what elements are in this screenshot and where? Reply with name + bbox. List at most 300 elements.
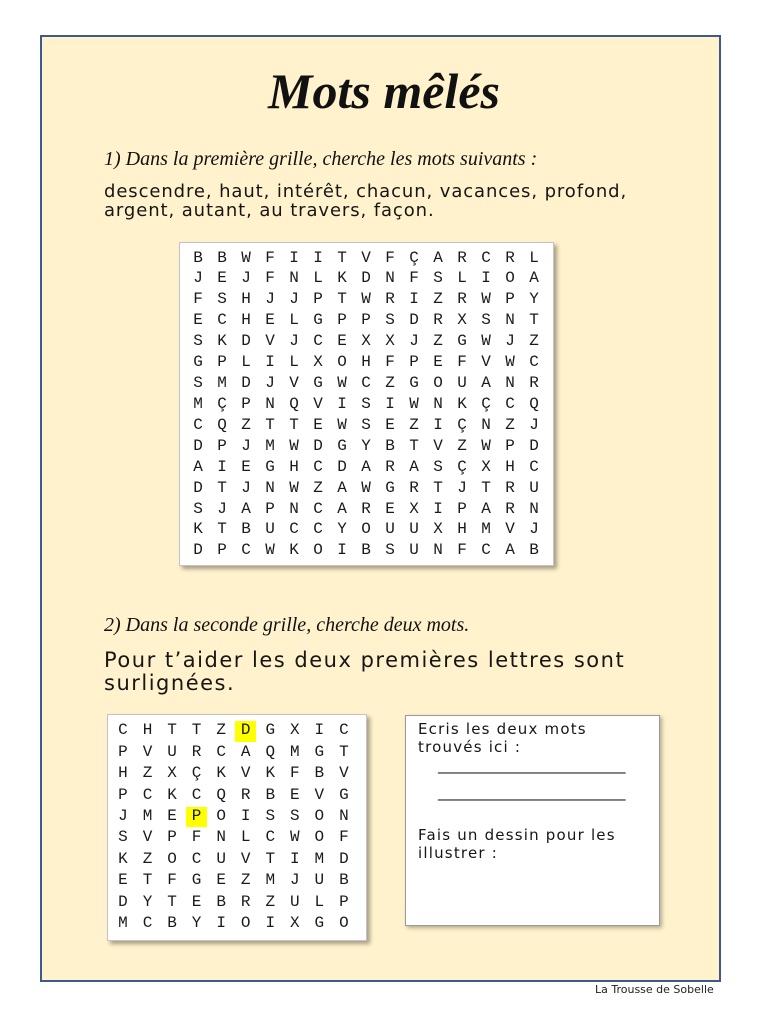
- worksheet-frame: [40, 35, 721, 982]
- grid1-letter: E: [385, 415, 395, 434]
- grid1-letter: W: [337, 374, 347, 393]
- grid1-letter: W: [481, 332, 491, 351]
- answer-line-2: _________________________: [438, 783, 626, 801]
- grid1-row: [186, 268, 546, 289]
- grid2-row: [111, 827, 356, 848]
- grid1-letter: L: [313, 269, 323, 288]
- grid2-letter: F: [167, 871, 177, 890]
- grid1-letter: M: [265, 436, 275, 455]
- grid2-letter: I: [289, 849, 300, 868]
- grid2-letter: T: [142, 871, 153, 890]
- grid1-letter: R: [385, 290, 395, 309]
- grid1-letter: J: [217, 499, 227, 518]
- grid1-letter: C: [241, 541, 251, 560]
- grid1-letter: C: [193, 415, 203, 434]
- grid2-letter: A: [240, 742, 251, 761]
- grid1-letter: J: [241, 478, 251, 497]
- grid2-letter: C: [191, 849, 202, 868]
- grid2-letter: O: [314, 807, 325, 826]
- grid1-letter: Z: [433, 290, 443, 309]
- grid1-letter: E: [193, 311, 203, 330]
- grid1-letter: V: [481, 353, 491, 372]
- grid1-letter: L: [289, 311, 299, 330]
- grid1-letter: A: [361, 457, 371, 476]
- grid1-row: [186, 373, 546, 394]
- grid1-letter: F: [265, 269, 275, 288]
- grid1-letter: L: [241, 353, 251, 372]
- grid1-letter: J: [289, 332, 299, 351]
- grid1-letter: F: [385, 353, 395, 372]
- grid2-letter: F: [191, 828, 202, 847]
- grid1-letter: W: [265, 541, 275, 560]
- grid1-row: [186, 331, 546, 352]
- grid2-letter: O: [216, 807, 226, 826]
- grid1-letter: T: [481, 478, 491, 497]
- grid1-letter: T: [289, 415, 299, 434]
- grid2-letter: O: [314, 828, 325, 847]
- grid2-letter: B: [265, 785, 276, 804]
- drawing-prompt-line: illustrer :: [418, 844, 498, 862]
- grid1-letter: A: [193, 457, 203, 476]
- grid1-letter: J: [457, 478, 467, 497]
- grid1-row: [186, 289, 546, 310]
- grid1-letter: Z: [433, 332, 443, 351]
- grid1-letter: I: [433, 499, 443, 518]
- grid2-letter: Y: [191, 914, 202, 933]
- grid2-letter: X: [289, 914, 300, 933]
- grid2-letter: B: [339, 871, 349, 890]
- grid2-letter: G: [339, 785, 349, 804]
- grid2-letter: L: [240, 828, 251, 847]
- grid2-letter: M: [289, 742, 300, 761]
- grid1-letter: Ç: [457, 415, 467, 434]
- grid1-letter: R: [385, 457, 395, 476]
- grid1-letter: A: [433, 248, 443, 267]
- grid1-letter: J: [265, 374, 275, 393]
- grid1-letter: J: [529, 415, 539, 434]
- grid1-letter: E: [385, 499, 395, 518]
- grid1-letter: S: [217, 290, 227, 309]
- grid1-letter: S: [361, 415, 371, 434]
- grid1-letter: W: [241, 248, 251, 267]
- grid1-letter: S: [193, 374, 203, 393]
- grid2-letter: T: [339, 742, 349, 761]
- grid1-letter: B: [193, 248, 203, 267]
- grid1-letter: G: [385, 478, 395, 497]
- grid1-letter: C: [217, 311, 227, 330]
- grid2-letter: D: [339, 849, 349, 868]
- grid1-letter: X: [481, 457, 491, 476]
- grid1-letter: I: [337, 541, 347, 560]
- page-title: Mots mêlés: [268, 63, 500, 119]
- grid2-letter: K: [167, 785, 177, 804]
- grid1-letter: B: [385, 436, 395, 455]
- grid2-letter: U: [167, 742, 177, 761]
- grid2-letter: S: [265, 807, 276, 826]
- grid1-letter: L: [289, 353, 299, 372]
- grid2-letter: G: [265, 721, 276, 740]
- answer-prompt-line: trouvés ici :: [418, 738, 522, 756]
- grid1-letter: B: [529, 541, 539, 560]
- grid1-letter: I: [289, 248, 299, 267]
- grid1-letter: S: [433, 269, 443, 288]
- grid2-letter: S: [118, 828, 128, 847]
- grid1-letter: T: [217, 520, 227, 539]
- grid2-highlighted-letter: D: [233, 720, 258, 741]
- grid1-letter: U: [457, 374, 467, 393]
- grid1-letter: S: [193, 499, 203, 518]
- grid1-letter: O: [337, 353, 347, 372]
- grid1-letter: D: [361, 269, 371, 288]
- grid1-letter: R: [361, 499, 371, 518]
- grid1-letter: T: [265, 415, 275, 434]
- grid1-letter: M: [193, 394, 203, 413]
- grid1-letter: I: [337, 394, 347, 413]
- grid2-letter: G: [191, 871, 202, 890]
- grid1-letter: P: [313, 290, 323, 309]
- grid2-letter: H: [118, 764, 128, 783]
- grid2-letter: Z: [142, 849, 153, 868]
- grid2-letter: P: [167, 828, 177, 847]
- instruction-2: 2) Dans la seconde grille, cherche deux mots.: [104, 614, 470, 636]
- grid1-letter: V: [505, 520, 515, 539]
- grid2-letter: R: [240, 785, 251, 804]
- grid1-letter: P: [217, 353, 227, 372]
- grid2-letter: U: [216, 849, 226, 868]
- grid2-letter: Q: [216, 785, 226, 804]
- grid2-letter: C: [118, 721, 128, 740]
- grid1-letter: T: [433, 478, 443, 497]
- grid1-letter: T: [409, 436, 419, 455]
- grid2-letter: I: [314, 721, 325, 740]
- grid2-letter: P: [118, 742, 128, 761]
- grid2-letter: X: [167, 764, 177, 783]
- grid1-letter: P: [265, 499, 275, 518]
- grid1-letter: X: [457, 311, 467, 330]
- grid2-letter: V: [142, 828, 153, 847]
- grid1-letter: D: [193, 436, 203, 455]
- grid1-letter: C: [529, 457, 539, 476]
- grid1-letter: I: [265, 353, 275, 372]
- grid1-letter: Ç: [481, 394, 491, 413]
- grid1-letter: A: [529, 269, 539, 288]
- grid1-letter: I: [313, 248, 323, 267]
- drawing-prompt-line: Fais un dessin pour les: [418, 825, 616, 844]
- grid1-letter: W: [361, 478, 371, 497]
- grid1-row: [186, 394, 546, 415]
- grid1-letter: D: [241, 374, 251, 393]
- grid1-letter: R: [457, 290, 467, 309]
- grid2-letter: Z: [265, 892, 276, 911]
- grid1-letter: P: [241, 394, 251, 413]
- grid1-letter: T: [337, 290, 347, 309]
- footer-credit: La Trousse de Sobelle: [595, 983, 714, 996]
- grid2-letter: Q: [265, 742, 276, 761]
- grid1-row: [186, 436, 546, 457]
- grid1-letter: N: [505, 311, 515, 330]
- grid1-letter: V: [433, 436, 443, 455]
- grid2-letter: P: [118, 785, 128, 804]
- grid1-letter: D: [529, 436, 539, 455]
- grid2-letter: M: [142, 807, 153, 826]
- grid1-letter: A: [505, 541, 515, 560]
- grid2-letter: T: [265, 849, 276, 868]
- grid1-letter: B: [361, 541, 371, 560]
- hint-line: Pour t’aider les deux premières lettres sont: [104, 648, 626, 672]
- grid1-letter: Ç: [217, 394, 227, 413]
- grid1-letter: C: [313, 457, 323, 476]
- grid2-letter: O: [339, 914, 349, 933]
- grid2-letter: P: [339, 892, 349, 911]
- grid2-letter: T: [167, 892, 177, 911]
- grid1-letter: W: [409, 394, 419, 413]
- grid1-letter: D: [193, 541, 203, 560]
- grid2-letter: V: [339, 764, 349, 783]
- grid2-letter: D: [118, 892, 128, 911]
- grid2-letter: E: [167, 807, 177, 826]
- grid1-letter: H: [505, 457, 515, 476]
- grid1-letter: A: [337, 478, 347, 497]
- grid1-letter: J: [529, 520, 539, 539]
- grid2-letter: O: [167, 849, 177, 868]
- grid1-letter: I: [409, 290, 419, 309]
- grid1-letter: J: [505, 332, 515, 351]
- grid1-letter: N: [289, 499, 299, 518]
- grid2-letter: X: [289, 721, 300, 740]
- grid1-letter: Z: [409, 415, 419, 434]
- grid1-letter: C: [481, 541, 491, 560]
- grid1-letter: J: [265, 290, 275, 309]
- grid1-letter: E: [433, 353, 443, 372]
- answer-prompt: [418, 720, 587, 757]
- grid1-row: [186, 478, 546, 499]
- word-list-line: argent, autant, au travers, façon.: [104, 200, 435, 221]
- grid1-letter: F: [385, 248, 395, 267]
- grid1-letter: Z: [385, 374, 395, 393]
- grid1-letter: W: [361, 290, 371, 309]
- grid1-letter: K: [217, 332, 227, 351]
- grid1-letter: S: [385, 541, 395, 560]
- grid1-letter: O: [361, 520, 371, 539]
- grid1-letter: Z: [457, 436, 467, 455]
- grid2-letters: [111, 720, 356, 934]
- grid2-letter: C: [142, 785, 153, 804]
- grid1-letter: E: [337, 332, 347, 351]
- grid2-letter: Z: [142, 764, 153, 783]
- grid1-letter: X: [313, 353, 323, 372]
- grid1-letter: L: [457, 269, 467, 288]
- grid2-row: [111, 785, 356, 806]
- grid1-letter: P: [361, 311, 371, 330]
- grid1-letter: H: [289, 457, 299, 476]
- grid1-letter: P: [217, 436, 227, 455]
- grid2-highlighted-letter: P: [184, 806, 209, 827]
- grid2-letter: M: [314, 849, 325, 868]
- grid1-letter: V: [361, 248, 371, 267]
- grid1-letter: W: [337, 415, 347, 434]
- grid2-letter: Z: [240, 871, 251, 890]
- grid1-letter: D: [241, 332, 251, 351]
- grid1-letter: V: [313, 394, 323, 413]
- grid1-letter: T: [337, 248, 347, 267]
- grid2-letter: I: [216, 914, 226, 933]
- grid2-row: [111, 720, 356, 741]
- grid1-letter: R: [433, 311, 443, 330]
- grid1-letter: B: [217, 248, 227, 267]
- answer-box: [405, 715, 660, 926]
- grid1-letter: F: [265, 248, 275, 267]
- instruction-1: 1) Dans la première grille, cherche les mots suivants :: [104, 148, 538, 170]
- grid2-letter: V: [314, 785, 325, 804]
- grid2-row: [111, 913, 356, 934]
- grid2-letter: N: [339, 807, 349, 826]
- grid1-letter: Z: [529, 332, 539, 351]
- grid1-letter: E: [217, 269, 227, 288]
- grid2-letter: J: [289, 871, 300, 890]
- grid1-letter: M: [481, 520, 491, 539]
- grid2-letter: E: [118, 871, 128, 890]
- grid2-letter: S: [289, 807, 300, 826]
- grid1-letter: Ç: [409, 248, 419, 267]
- grid1-letter: A: [481, 374, 491, 393]
- grid1-letter: R: [457, 248, 467, 267]
- grid1-letter: P: [217, 541, 227, 560]
- hint-line: surlignées.: [104, 671, 236, 695]
- grid1-letter: W: [505, 353, 515, 372]
- grid1-letter: H: [241, 290, 251, 309]
- grid2-letter: Z: [216, 721, 226, 740]
- grid1-letter: N: [289, 269, 299, 288]
- word-list: [104, 182, 627, 220]
- grid1-letter: R: [505, 499, 515, 518]
- grid1-letter: T: [529, 311, 539, 330]
- grid1-letter: I: [385, 394, 395, 413]
- grid1-letter: Z: [241, 415, 251, 434]
- grid1-letter: R: [505, 248, 515, 267]
- grid1-letter: C: [313, 332, 323, 351]
- grid1-letter: U: [409, 520, 419, 539]
- grid1-letter: B: [241, 520, 251, 539]
- grid2-letter: N: [216, 828, 226, 847]
- grid2-letter: U: [289, 892, 300, 911]
- grid1-row: [186, 540, 546, 561]
- grid1-letter: G: [457, 332, 467, 351]
- grid1-letter: W: [481, 436, 491, 455]
- grid2-row: [111, 742, 356, 763]
- grid2-letter: B: [167, 914, 177, 933]
- grid1-letter: P: [505, 436, 515, 455]
- grid1-letter: X: [433, 520, 443, 539]
- grid2-letter: L: [314, 892, 325, 911]
- drawing-prompt: [418, 826, 616, 863]
- grid2-letter: Ç: [191, 764, 202, 783]
- grid1-letter: N: [433, 541, 443, 560]
- grid2-letter: W: [289, 828, 300, 847]
- grid2-row: [111, 763, 356, 784]
- grid1-letter: A: [409, 457, 419, 476]
- grid1-row: [186, 499, 546, 520]
- grid2-letter: T: [167, 721, 177, 740]
- grid2-letter: I: [240, 807, 251, 826]
- grid1-letter: P: [409, 353, 419, 372]
- grid1-letters: [186, 248, 546, 562]
- grid1-letter: F: [457, 353, 467, 372]
- grid2-letter: K: [118, 849, 128, 868]
- grid1-row: [186, 248, 546, 269]
- grid2-letter: I: [265, 914, 276, 933]
- grid2-letter: R: [191, 742, 202, 761]
- grid1-letter: V: [265, 332, 275, 351]
- grid1-letter: A: [241, 499, 251, 518]
- grid1-letter: H: [457, 520, 467, 539]
- answer-prompt-line: Ecris les deux mots: [418, 719, 587, 738]
- answer-line-1: _________________________: [438, 756, 626, 774]
- grid2-letter: G: [314, 914, 325, 933]
- grid2-letter: T: [191, 721, 202, 740]
- grid1-letter: Z: [313, 478, 323, 497]
- grid1-letter: F: [457, 541, 467, 560]
- grid2-letter: C: [142, 914, 153, 933]
- grid1-letter: D: [313, 436, 323, 455]
- grid1-letter: O: [505, 269, 515, 288]
- grid2-letter: V: [142, 742, 153, 761]
- grid1-letter: C: [313, 499, 323, 518]
- grid1-letter: H: [361, 353, 371, 372]
- grid1-letter: A: [481, 499, 491, 518]
- grid1-letter: N: [481, 415, 491, 434]
- grid1-letter: I: [481, 269, 491, 288]
- grid1-row: [186, 352, 546, 373]
- grid1-letter: D: [193, 478, 203, 497]
- grid1-letter: G: [337, 436, 347, 455]
- grid2-letter: E: [191, 892, 202, 911]
- grid1-letter: C: [361, 374, 371, 393]
- grid2-letter: E: [216, 871, 226, 890]
- grid1-letter: S: [193, 332, 203, 351]
- grid1-letter: K: [289, 541, 299, 560]
- grid1-letter: C: [313, 520, 323, 539]
- grid1-letter: J: [241, 436, 251, 455]
- grid2-row: [111, 806, 356, 827]
- grid1-letter: F: [193, 290, 203, 309]
- grid1-letter: C: [481, 248, 491, 267]
- grid1-letter: D: [337, 457, 347, 476]
- grid2-letter: B: [314, 764, 325, 783]
- grid2-letter: G: [314, 742, 325, 761]
- grid2-letter: E: [289, 785, 300, 804]
- grid2-letter: M: [265, 871, 276, 890]
- grid2-letter: V: [240, 849, 251, 868]
- grid1-letter: P: [337, 311, 347, 330]
- grid2-letter: F: [289, 764, 300, 783]
- grid1-letter: H: [241, 311, 251, 330]
- grid2-letter: Y: [142, 892, 153, 911]
- grid1-letter: G: [265, 457, 275, 476]
- grid1-letter: C: [505, 394, 515, 413]
- hint-text: [104, 649, 625, 695]
- word-search-grid-1: [179, 242, 554, 566]
- grid1-row: [186, 519, 546, 540]
- grid1-letter: N: [385, 269, 395, 288]
- grid1-letter: K: [457, 394, 467, 413]
- grid2-letter: J: [118, 807, 128, 826]
- grid1-letter: N: [529, 499, 539, 518]
- grid1-letter: I: [217, 457, 227, 476]
- grid2-letter: V: [240, 764, 251, 783]
- grid1-letter: J: [409, 332, 419, 351]
- grid1-letter: D: [409, 311, 419, 330]
- grid1-letter: U: [265, 520, 275, 539]
